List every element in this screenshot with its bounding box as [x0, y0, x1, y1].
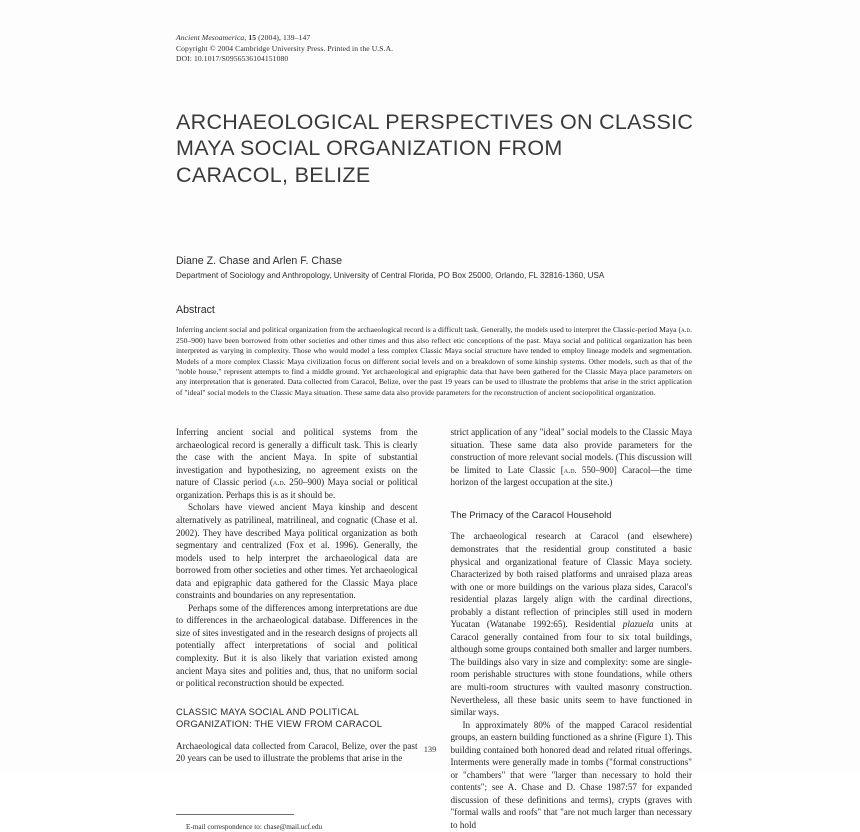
abstract-text-part-2: 250–900) have been borrowed from other societies and other times and thus also reflect etic conceptions of the past. Maya social and political organization has been interpreted as varying in complexity. Those who would model a less complex Classic Maya social structure have tended to employ lineage models and segmentation. Models of a more complex Classic Maya civilization focus on different social levels and on a breakdown of some kinship systems. Other models, such as that of the "noble house," represent attempts to find a middle ground. Yet archaeological and epigraphic data that have been gathered for the Classic Maya place parameters on any interpretation that is generated. Data collected from Caracol, Belize, over the past 19 years can be used to illustrate the problems that arise in the strict application of "ideal" social models to the Classic Maya situation. These same data also provide parameters for the reconstruction of ancient sociopolitical organization.	[176, 335, 692, 397]
doi-line: DOI: 10.1017/S0956536104151080	[176, 54, 289, 64]
journal-header	[176, 33, 692, 65]
journal-comma: ,	[244, 33, 249, 42]
left-p1-part-1: Inferring ancient social and political systems from the archaeological record is generally a difficult task. This is clearly the case with the ancient Maya. In spite of substantial investigation and hypothesizing, no agreement exists on the nature of Classic period (	[176, 427, 418, 488]
abstract-body	[176, 325, 692, 398]
left-paragraph-3: Perhaps some of the differences among interpretations are due to differences in the archaeological database. Differences in the size of sites investigated and in the research designs of projects all potentially affect interpretations of social and political complexity. But it is also likely that variation existed among ancient Maya sites and polities and, thus, that no uniform social or political reconstruction should be expected.	[176, 602, 418, 689]
right-paragraph-2	[451, 530, 693, 718]
abstract-heading: Abstract	[176, 304, 215, 317]
journal-citation-line	[176, 33, 692, 44]
right-p1-part-2: 550–900] Caracol—the time horizon of the largest occupation at the site.)	[450, 464, 692, 488]
right-p1-part-1: strict application of any "ideal" social models to the Classic Maya situation. These same data also provide parameters for the construction of more relevant social models. (This discussion will be limited to Late Classic [	[450, 427, 692, 475]
abstract-date-smallcaps: a.d.	[681, 326, 692, 335]
right-p2-part-1: The archaeological research at Caracol (and elsewhere) demonstrates that the residential group constituted a basic physical and organizational feature of Classic Maya society. Characterized by both raised platforms and unraised plaza areas with one or more buildings on the various plaza sides, Caracol's residential plazas largely align with the cardinal directions, probably a distant reflection of principles still used in modern Yucatan (Watanabe 1992:65). Residential	[450, 531, 692, 630]
article-title-line-3: CARACOL, BELIZE	[176, 162, 371, 187]
author-affiliation: Department of Sociology and Anthropology, University of Central Florida, PO Box 25000, Orlando, FL 32816-1360, USA	[176, 271, 605, 281]
section-heading-line-1: CLASSIC MAYA SOCIAL AND POLITICAL	[176, 705, 360, 717]
right-paragraph-1	[451, 426, 693, 489]
left-column	[176, 426, 418, 831]
journal-name: Ancient Mesoamerica	[176, 33, 245, 42]
footnote-rule	[176, 814, 294, 815]
page-folio: 139	[423, 745, 437, 754]
left-paragraph-2: Scholars have viewed ancient Maya kinship and descent alternatively as patrilineal, matrilineal, and cognatic (Chase et al. 2002). They have described Maya political organization as both segmentary and centralized (Fox et al. 1996). Generally, the models used to help interpret the archaeological data are borrowed from other societies and other times. Yet archaeological data and epigraphic data gathered for the Classic Maya place constraints and boundaries on any representation.	[176, 502, 418, 601]
section-heading-classic-maya	[176, 706, 418, 731]
left-p1-part-2: 250–900) Maya social or political organization. Perhaps this is as it should be.	[176, 477, 418, 500]
abstract-text-part-1: Inferring ancient social and political organization from the archaeological record is a difficult task. Generally, the models used to interpret the Classic-period Maya (	[176, 325, 682, 335]
left-p1-smallcaps: a.d.	[272, 477, 286, 488]
right-p2-part-2: units at Caracol generally contained from four to six total buildings, although some groups contained both smaller and larger numbers. The buildings also vary in size and complexity: some are single-room perishable structures with stone foundations, while others are multi-room structures with vaulted masonry construction. Nevertheless, all these basic units seem to have functioned in similar ways.	[450, 619, 692, 718]
journal-volume: 15	[248, 33, 257, 42]
right-column	[451, 426, 693, 831]
article-title	[176, 109, 692, 189]
left-paragraph-4: Archaeological data collected from Caracol, Belize, over the past 20 years can be used to illustrate the problems that arise in the	[176, 740, 418, 764]
left-paragraph-1	[176, 426, 418, 501]
footnote-email: E-mail correspondence to: chase@mail.ucf.edu	[186, 822, 323, 831]
article-title-line-1: ARCHAEOLOGICAL PERSPECTIVES ON CLASSIC	[176, 109, 694, 134]
author-names: Diane Z. Chase and Arlen F. Chase	[176, 255, 343, 268]
section-heading-line-2: ORGANIZATION: THE VIEW FROM CARACOL	[176, 718, 383, 730]
right-p1-smallcaps: a.d.	[563, 464, 577, 475]
article-title-line-2: MAYA SOCIAL ORGANIZATION FROM	[176, 136, 563, 161]
footnote-block	[176, 814, 430, 832]
subsection-heading-primacy: The Primacy of the Caracol Household	[450, 508, 612, 520]
copyright-line: Copyright © 2004 Cambridge University Press. Printed in the U.S.A.	[176, 43, 394, 53]
body-columns	[176, 426, 692, 831]
right-paragraph-3: In approximately 80% of the mapped Caracol residential groups, an eastern building functioned as a shrine (Figure 1). This building contained both honored dead and related ritual offerings. Interments were generally made in tombs ("formal constructions" or "chambers" that were "larger than necessary to hold their contents"; see A. Chase and D. Chase 1987:57 for expanded discussion of these definitions and terms), crypts (graves with "formal walls and roofs" that "are not much larger than necessary to hold	[450, 719, 692, 831]
journal-year-pages: (2004), 139–147	[258, 33, 311, 42]
right-p2-italic-term: plazuela	[622, 619, 654, 630]
